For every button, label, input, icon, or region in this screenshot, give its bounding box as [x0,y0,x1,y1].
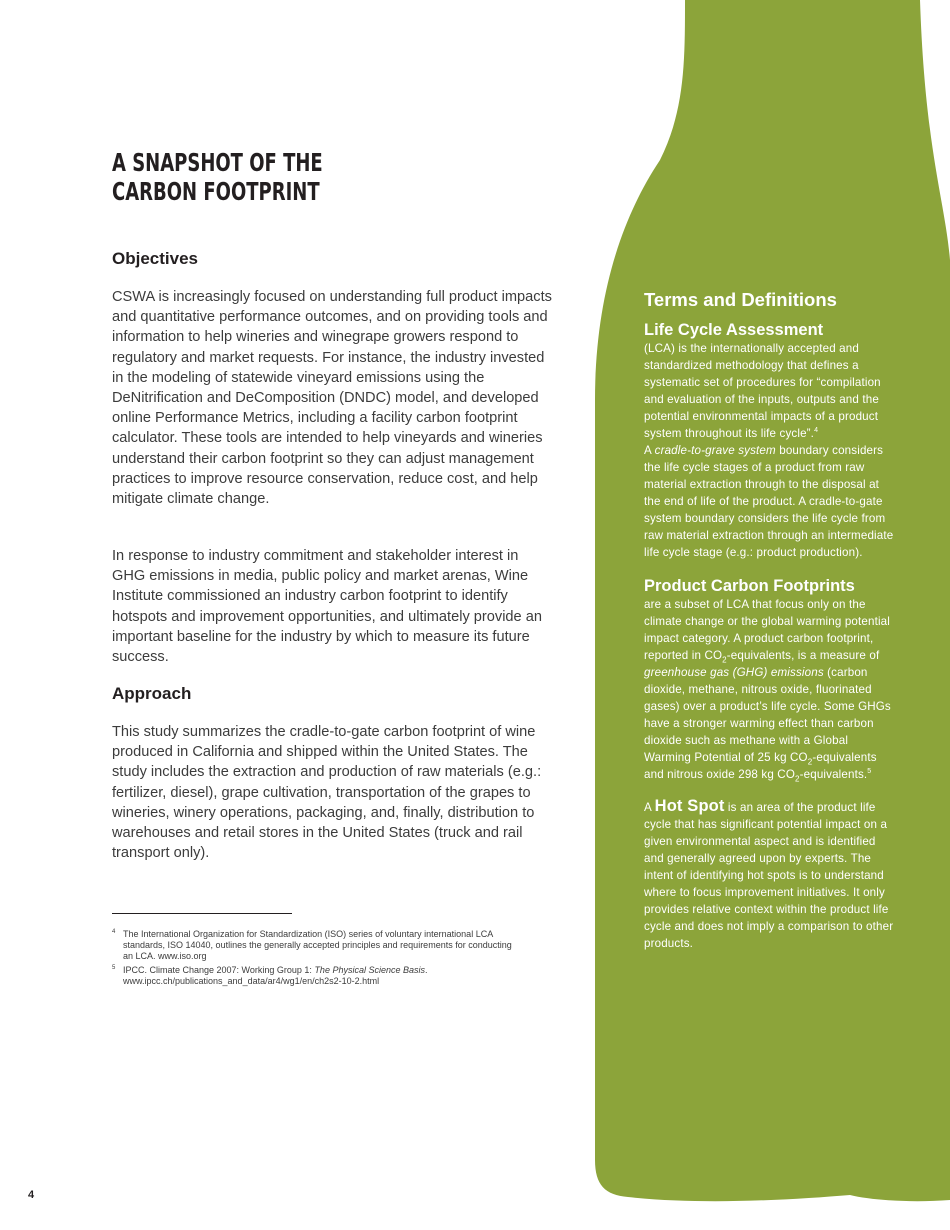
page-title [112,148,342,206]
footnote-5 [112,965,512,987]
footnote-number: 5 [112,965,116,971]
pcf-title: Product Carbon Footprints [644,577,855,595]
approach-paragraph: This study summarizes the cradle-to-gate carbon footprint of wine produced in California and shipped within the United States. The study includes the extraction and production of raw materials (e.g.: fertilizer, diesel), grape cultivation, transportation of the grapes to wineries, winery operations, packaging, and, finally, distribution to warehouses and retail stores in the United States (truck and rail transport only). [112,724,542,862]
page-title-line-1: A SNAPSHOT OF THE [112,148,323,177]
approach-heading: Approach [112,684,192,703]
pcf-definition [644,576,894,783]
page-number: 4 [28,1189,35,1201]
hotspot-definition [644,798,894,952]
footnote-text: The International Organization for Standardization (ISO) series of voluntary international LCA standards, ISO 14040, outlines the generally accepted principles and requirements for conducting an LCA. www.iso.org [123,929,512,961]
lca-text: (LCA) is the internationally accepted and standardized methodology that defines a systematic set of procedures for “compilation and evaluation of the inputs, outputs and the potential environmental impacts of a product system throughout its life cycle”.$^4$ A cradle-to-grave system boundary considers the life cycle stages of a product from raw material extraction through to the disposal at the end of life of the product. A cradle-to-gate system boundary considers the life cycle from raw material extraction through an intermediate life cycle stage (e.g.: product production). [644,342,894,559]
hotspot-text: A Hot Spot is an area of the product life cycle that has significant potential impact on a given environmental aspect and is identified and generally agreed upon by experts. The intent of identifying hot spots is to understand where to focus improvement initiatives. It only provides relative context within the product life cycle and does not imply a comparison to other products. [644,797,894,950]
footnote-number: 4 [112,929,116,935]
footnote-divider [112,913,292,914]
page-title-line-2: CARBON FOOTPRINT [112,177,320,206]
pcf-text: are a subset of LCA that focus only on the climate change or the global warming potential impact category. A product carbon footprint, reported in $CO_2$-equivalents, is a measure of greenhouse gas (GHG) emissions (carbon dioxide, methane, nitrous oxide, fluorinated gases) over a product’s life cycle. Some GHGs have a stronger warming effect than carbon dioxide such as methane with a Global Warming Potential of 25 kg $CO_2$-equivalents and nitrous oxide 298 kg $CO_2-equivalents.^5$ [644,598,891,784]
footnote-4 [112,929,512,962]
objectives-paragraph-1: CSWA is increasingly focused on understanding full product impacts and quantitative performance outcomes, and on providing tools and information to help wineries and winegrape growers respond to regulatory and market requests. For instance, the industry invested in the modeling of statewide vineyard emissions using the DeNitrification and DeComposition (DNDC) model, and developed online Performance Metrics, including a facility carbon footprint calculator. These tools are intended to help vineyards and wineries understand their carbon footprint so they can adjust management practices to improve resource conservation, reduce cost, and help mitigate climate change. [112,289,552,508]
lca-title: Life Cycle Assessment [644,321,824,339]
footnote-text: IPCC. Climate Change 2007: Working Group 1: The Physical Science Basis. www.ipcc.ch/publications_and_data/ar4/wg1/en/ch2s2-10-2.html [123,965,428,986]
panel-title: Terms and Definitions [644,289,837,310]
lca-definition [644,320,894,561]
objectives-paragraph-2: In response to industry commitment and stakeholder interest in GHG emissions in media, public policy and market arenas, Wine Institute commissioned an industry carbon footprint to identify hotspots and improvement opportunities, and ultimately provide an important baseline for the industry by which to measure its future success. [112,548,542,666]
objectives-heading: Objectives [112,249,198,268]
hotspot-title: Hot Spot [654,797,725,815]
terms-and-definitions-panel [644,289,894,967]
